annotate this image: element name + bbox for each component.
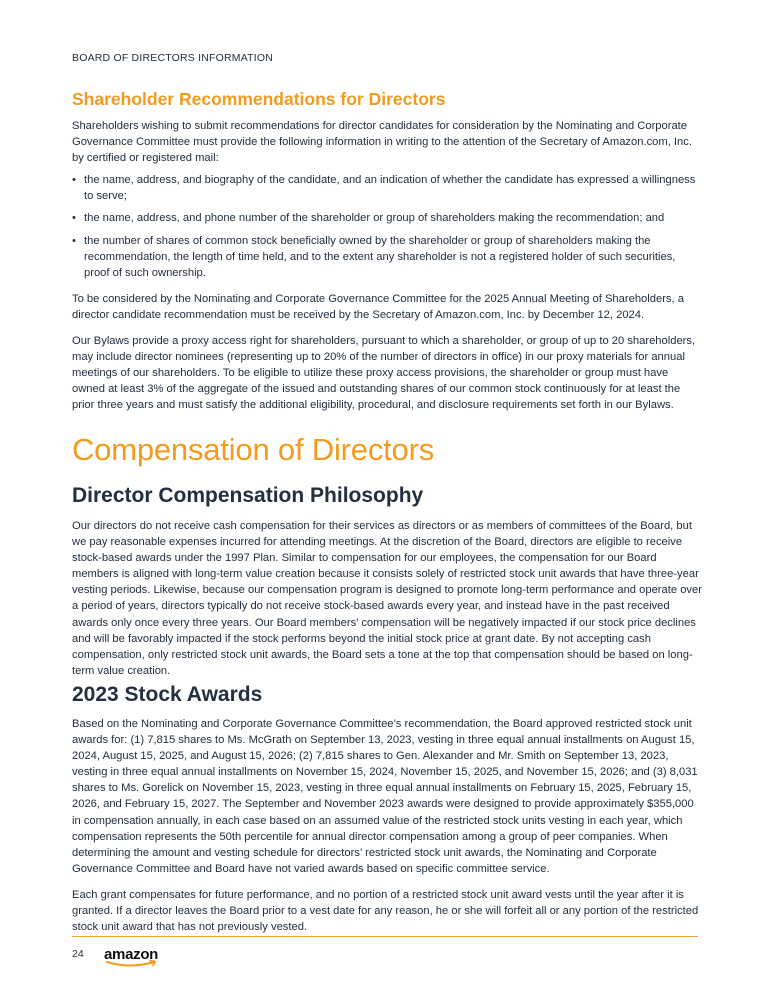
grant-vesting-text: Each grant compensates for future performance, and no portion of a restricted stock unit award vests until the year after it is granted. If a director leaves the Board prior to a vest date for any reason, he or she will forfeit all or any portion of the restricted stock unit award that has not previously vested.	[72, 888, 699, 934]
philosophy-text: Our directors do not receive cash compensation for their services as directors or as members of committees of the Board, but we pay reasonable expenses incurred for attending meetings. At the discretion of the Board, directors are eligible to receive stock-based awards under the 1997 Plan. Similar to compensation for our employees, the compensation for our Board members is aligned with long-term value creation because it consists solely of restricted stock unit awards that have three-year vesting periods. Likewise, because our compensation program is designed to promote long-term performance and operate over a period of years, directors typically do not receive stock-based awards every year, and instead have in the past received awards only once every three years. Our Board members’ compensation will be negatively impacted if our stock price declines and will be favorably impacted if the stock performs beyond the initial stock price at grant date. By not accepting cash compensation, only restricted stock unit awards, the Board sets a tone at the top that compensation should be based on long-term value creation.	[72, 520, 702, 677]
amazon-logo	[104, 946, 164, 975]
footer-rule	[72, 936, 698, 937]
bullet-icon: •	[72, 234, 76, 247]
list-item: • the number of shares of common stock beneficially owned by the shareholder or group of shareholders making the recommendation, the length of time held, and to the extent any shareholder is not a registered holder of such securities, proof of such ownership.	[72, 234, 676, 279]
svg-text:amazon: amazon	[104, 946, 159, 963]
running-head: BOARD OF DIRECTORS INFORMATION	[72, 52, 274, 64]
shareholder-recs-intro: Shareholders wishing to submit recommendations for director candidates for consideration by the Nominating and Corporate Governance Committee must provide the following information in writing to the attention of the Secretary of Amazon.com, Inc. by certified or registered mail:	[72, 120, 692, 165]
section-heading-shareholder-recommendations: Shareholder Recommendations for Directors	[72, 89, 446, 109]
stock-awards-body	[72, 716, 702, 935]
page-title: Compensation of Directors	[72, 432, 434, 467]
amazon-logo-icon	[104, 946, 164, 970]
list-item: • the name, address, and phone number of the shareholder or group of shareholders making the recommendation; and	[72, 210, 702, 226]
shareholder-recs-body	[72, 118, 702, 414]
stock-awards-text: Based on the Nominating and Corporate Governance Committee’s recommendation, the Board approved restricted stock unit awards for: (1) 7,815 shares to Ms. McGrath on September 13, 2023, vesting in three equal annual installments on August 15, 2024, August 15, 2025, and August 15, 2026; (2) 7,815 shares to Gen. Alexander and Mr. Smith on September 13, 2023, vesting in three equal annual installments on November 15, 2024, November 15, 2025, and November 15, 2026; and (3) 8,031 shares to Ms. Gorelick on November 15, 2023, vesting in three equal annual installments on February 15, 2025, February 15, 2026, and February 15, 2027. The September and November 2023 awards were designed to provide approximately $355,000 in compensation annually, in each case based on an assumed value of the restricted stock units vesting in each year, which compensation represents the 50th percentile for annual director compensation among a group of peer companies. When determining the amount and vesting schedule for directors’ restricted stock unit awards, the Nominating and Corporate Governance Committee and Board have not varied awards based on specific committee service.	[72, 718, 698, 875]
list-item: • the name, address, and biography of the candidate, and an indication of whether the candidate has expressed a willingness to serve;	[72, 174, 696, 203]
proxy-access-text: Our Bylaws provide a proxy access right for shareholders, pursuant to which a shareholder, or group of up to 20 shareholders, may include director nominees (representing up to 20% of the number of directors in office) in our proxy materials for annual meetings of our shareholders. To be eligible to utilize these proxy access provisions, the shareholder or group must have owned at least 3% of the aggregate of the issued and outstanding shares of our common stock continuously for at least the prior three years and must satisfy the additional eligibility, procedural, and disclosure requirements set forth in our Bylaws.	[72, 335, 696, 412]
page-number: 24	[72, 948, 84, 960]
philosophy-body	[72, 518, 702, 679]
bullet-icon: •	[72, 174, 76, 187]
philosophy-heading: Director Compensation Philosophy	[72, 484, 424, 507]
recommendation-requirements-list	[72, 172, 702, 281]
bullet-icon: •	[72, 212, 76, 225]
nomination-deadline-text: To be considered by the Nominating and Corporate Governance Committee for the 2025 Annual Meeting of Shareholders, a director candidate recommendation must be received by the Secretary of Amazon.com, Inc. by December 12, 2024.	[72, 292, 684, 321]
stock-awards-heading: 2023 Stock Awards	[72, 683, 263, 706]
